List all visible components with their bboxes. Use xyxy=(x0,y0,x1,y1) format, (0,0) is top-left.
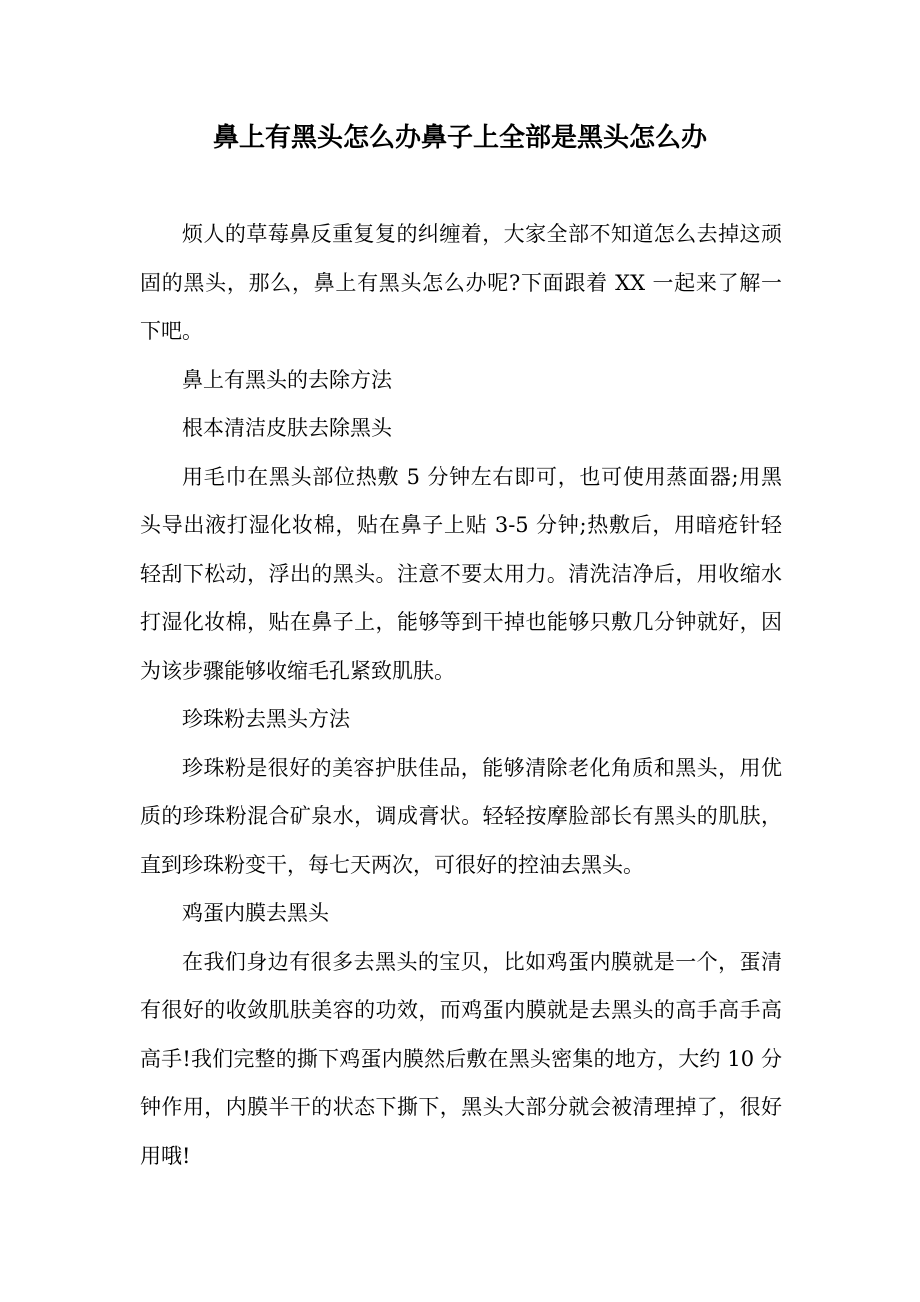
subheading-pearl-powder: 珍珠粉去黑头方法 xyxy=(182,707,350,731)
document-title: 鼻上有黑头怎么办鼻子上全部是黑头怎么办 xyxy=(212,123,707,153)
subheading-egg-membrane: 鸡蛋内膜去黑头 xyxy=(182,901,329,925)
pearl-powder-paragraph: 珍珠粉是很好的美容护肤佳品，能够清除老化角质和黑头，用优质的珍珠粉混合矿泉水，调成膏状。轻轻按摩脸部长有黑头的肌肤，直到珍珠粉变干，每七天两次，可很好的控油去黑头。 xyxy=(140,755,782,877)
skin-cleansing-paragraph: 用毛巾在黑头部位热敷 5 分钟左右即可，也可使用蒸面器;用黑头导出液打湿化妆棉，贴在鼻子上贴 3-5 分钟;热敷后，用暗疮针轻轻刮下松动，浮出的黑头。注意不要太用力。清洗洁净后，用收缩水打湿化妆棉，贴在鼻子上，能够等到干掉也能够只敷几分钟就好，因为该步骤能够收缩毛孔紧致肌肤。 xyxy=(140,464,782,683)
document-body xyxy=(140,210,782,1180)
subheading-skin-cleansing: 根本清洁皮肤去除黑头 xyxy=(182,416,392,440)
intro-paragraph: 烦人的草莓鼻反重复复的纠缠着，大家全部不知道怎么去掉这顽固的黑头，那么，鼻上有黑头怎么办呢?下面跟着 XX 一起来了解一下吧。 xyxy=(140,222,782,343)
section-heading-removal-methods: 鼻上有黑头的去除方法 xyxy=(182,367,392,392)
egg-membrane-paragraph: 在我们身边有很多去黑头的宝贝，比如鸡蛋内膜就是一个，蛋清有很好的收敛肌肤美容的功效，而鸡蛋内膜就是去黑头的高手高手高高手!我们完整的撕下鸡蛋内膜然后敷在黑头密集的地方，大约 10 分钟作用，内膜半干的状态下撕下，黑头大部分就会被清理掉了，很好用哦! xyxy=(140,949,782,1168)
